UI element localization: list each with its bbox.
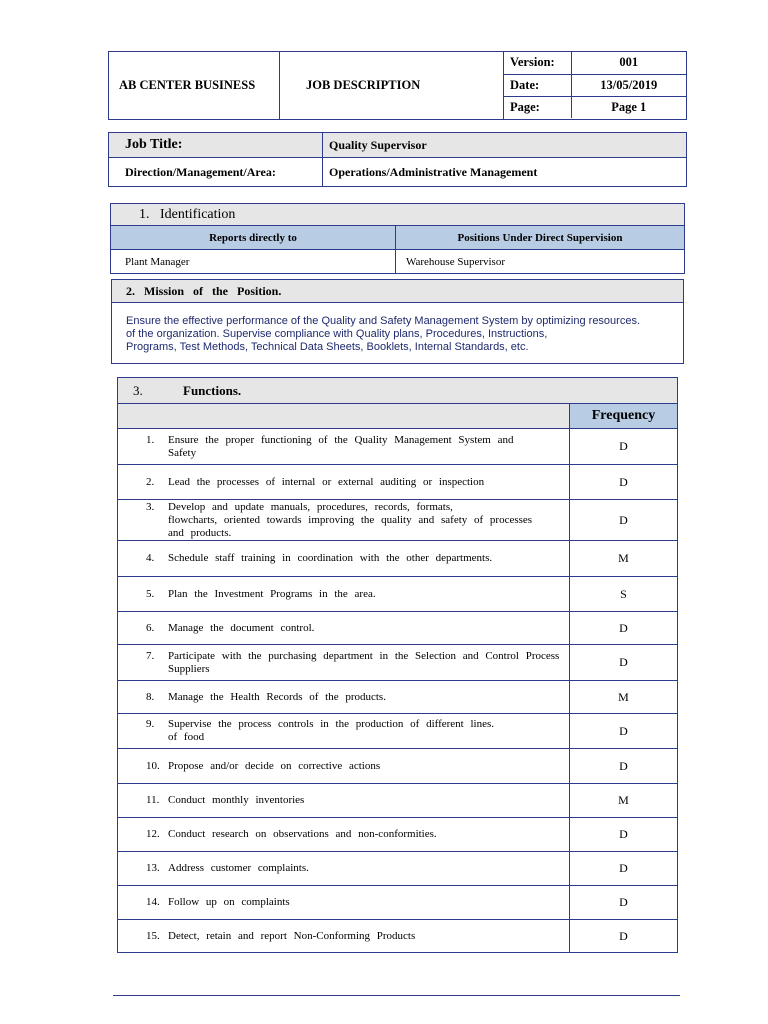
function-frequency: M: [570, 541, 678, 577]
meta-label: Page:: [504, 96, 571, 118]
function-number: 10.: [146, 759, 160, 772]
function-description: [118, 645, 570, 681]
function-description: [118, 681, 570, 714]
function-number: 5.: [146, 587, 155, 600]
mission-line: Programs, Test Methods, Technical Data Sheets, Booklets, Internal Standards, etc.: [126, 341, 529, 353]
function-frequency: M: [570, 784, 678, 818]
identification-header-row: [111, 226, 685, 250]
meta-value: Page 1: [571, 96, 686, 118]
function-description: [118, 465, 570, 500]
function-description: [118, 920, 570, 953]
function-text-line: Suppliers: [168, 662, 210, 675]
function-frequency: D: [570, 612, 678, 645]
function-number: 8.: [146, 690, 155, 703]
function-text-line: Address customer complaints.: [168, 862, 309, 874]
function-description: [118, 500, 570, 541]
meta-row-version: [504, 52, 686, 74]
function-description: [118, 818, 570, 852]
functions-body: [118, 429, 678, 953]
function-row: [118, 920, 678, 953]
function-description: [118, 852, 570, 886]
function-header-blank: [118, 404, 570, 429]
function-row: [118, 886, 678, 920]
function-row: [118, 577, 678, 612]
function-row: [118, 541, 678, 577]
function-row: [118, 681, 678, 714]
section-number: 1.: [139, 206, 150, 222]
section-number: 3.: [133, 382, 143, 398]
function-row: [118, 465, 678, 500]
function-text-line: Conduct monthly inventories: [168, 794, 305, 806]
job-area-row: [109, 158, 687, 187]
job-title-table: [108, 132, 687, 187]
function-frequency: D: [570, 714, 678, 749]
company-name: AB CENTER BUSINESS: [109, 52, 280, 119]
function-text-line: Ensure the proper functioning of the Quality Management System and: [168, 433, 514, 446]
mission-line: Ensure the effective performance of the Quality and Safety Management System by optimizing resources.: [126, 315, 641, 327]
function-frequency: D: [570, 465, 678, 500]
job-title-value: Quality Supervisor: [323, 133, 687, 158]
function-frequency: D: [570, 818, 678, 852]
function-text-line: Conduct research on observations and non-conformities.: [168, 828, 437, 840]
function-frequency: D: [570, 645, 678, 681]
meta-row-page: [504, 96, 686, 118]
function-number: 6.: [146, 621, 155, 634]
function-frequency: D: [570, 749, 678, 784]
job-area-label: Direction/Management/Area:: [109, 158, 323, 187]
function-description: [118, 612, 570, 645]
job-title-label: Job Title:: [109, 133, 323, 158]
function-number: 13.: [146, 862, 160, 874]
function-number: 4.: [146, 552, 155, 564]
function-description: [118, 886, 570, 920]
document-header: [108, 51, 687, 120]
function-text-line: Develop and update manuals, procedures, records, formats,: [168, 500, 453, 513]
function-frequency: D: [570, 886, 678, 920]
function-number: 11.: [146, 794, 160, 806]
function-row: [118, 714, 678, 749]
function-row: [118, 749, 678, 784]
identification-heading: [111, 204, 685, 226]
function-text-line: flowcharts, oriented towards improving the quality and safety of processes: [168, 513, 533, 526]
function-row: [118, 784, 678, 818]
document-type: JOB DESCRIPTION: [280, 52, 504, 119]
function-row: [118, 818, 678, 852]
function-text-line: Safety: [168, 446, 197, 459]
function-description: [118, 577, 570, 612]
function-description: [118, 714, 570, 749]
function-description: [118, 784, 570, 818]
function-row: [118, 500, 678, 541]
function-number: 14.: [146, 896, 160, 908]
function-frequency: D: [570, 500, 678, 541]
mission-section: [111, 279, 684, 364]
function-text-line: Detect, retain and report Non-Conforming Products: [168, 929, 416, 942]
meta-value: 13/05/2019: [571, 74, 686, 96]
function-text-line: Propose and/or decide on corrective actions: [168, 759, 381, 772]
function-frequency: S: [570, 577, 678, 612]
function-text-line: of food: [168, 731, 205, 743]
function-frequency: D: [570, 920, 678, 953]
function-number: 1.: [146, 433, 155, 446]
function-number: 2.: [146, 475, 155, 488]
function-text-line: Plan the Investment Programs in the area.: [168, 587, 376, 600]
functions-heading-row: [118, 378, 678, 404]
function-description: [118, 541, 570, 577]
function-text-line: Participate with the purchasing department in the Selection and Control Process: [168, 649, 560, 662]
functions-header-row: [118, 404, 678, 429]
function-text-line: Schedule staff training in coordination with the other departments.: [168, 552, 493, 564]
mission-heading: 2. Mission of the Position.: [112, 280, 683, 303]
section-title: Identification: [160, 206, 236, 222]
document-meta-table: [504, 52, 686, 118]
function-text-line: Manage the Health Records of the products.: [168, 690, 386, 703]
function-description: [118, 749, 570, 784]
function-text-line: Follow up on complaints: [168, 896, 290, 908]
functions-table: [117, 377, 678, 953]
function-number: 9.: [146, 718, 155, 730]
mission-text: [112, 303, 683, 354]
function-text-line: Lead the processes of internal or external auditing or inspection: [168, 475, 485, 488]
function-row: [118, 852, 678, 886]
column-header-reports-to: Reports directly to: [111, 226, 396, 250]
function-frequency: D: [570, 429, 678, 465]
function-row: [118, 645, 678, 681]
function-text-line: Manage the document control.: [168, 621, 315, 634]
function-text-line: Supervise the process controls in the production of different lines.: [168, 718, 495, 730]
section-title: Functions.: [183, 382, 242, 398]
frequency-header: Frequency: [570, 404, 678, 429]
function-number: 15.: [146, 929, 160, 942]
column-header-positions-supervised: Positions Under Direct Supervision: [396, 226, 685, 250]
identification-heading-row: [111, 204, 685, 226]
job-area-value: Operations/Administrative Management: [323, 158, 687, 187]
reports-to-value: Plant Manager: [111, 250, 396, 274]
identification-value-row: [111, 250, 685, 274]
mission-line: of the organization. Supervise compliance with Quality plans, Procedures, Instructions,: [126, 328, 548, 340]
meta-label: Date:: [504, 74, 571, 96]
positions-supervised-value: Warehouse Supervisor: [396, 250, 685, 274]
meta-value: 001: [571, 52, 686, 74]
function-number: 7.: [146, 649, 155, 662]
footer-rule: [113, 995, 680, 996]
function-number: 3.: [146, 500, 155, 513]
meta-label: Version:: [504, 52, 571, 74]
meta-row-date: [504, 74, 686, 96]
function-number: 12.: [146, 828, 160, 840]
identification-table: [110, 203, 685, 274]
function-row: [118, 612, 678, 645]
function-text-line: and products.: [168, 526, 232, 539]
function-frequency: M: [570, 681, 678, 714]
function-frequency: D: [570, 852, 678, 886]
function-description: [118, 429, 570, 465]
functions-heading: [118, 378, 678, 404]
job-title-row: [109, 133, 687, 158]
function-row: [118, 429, 678, 465]
